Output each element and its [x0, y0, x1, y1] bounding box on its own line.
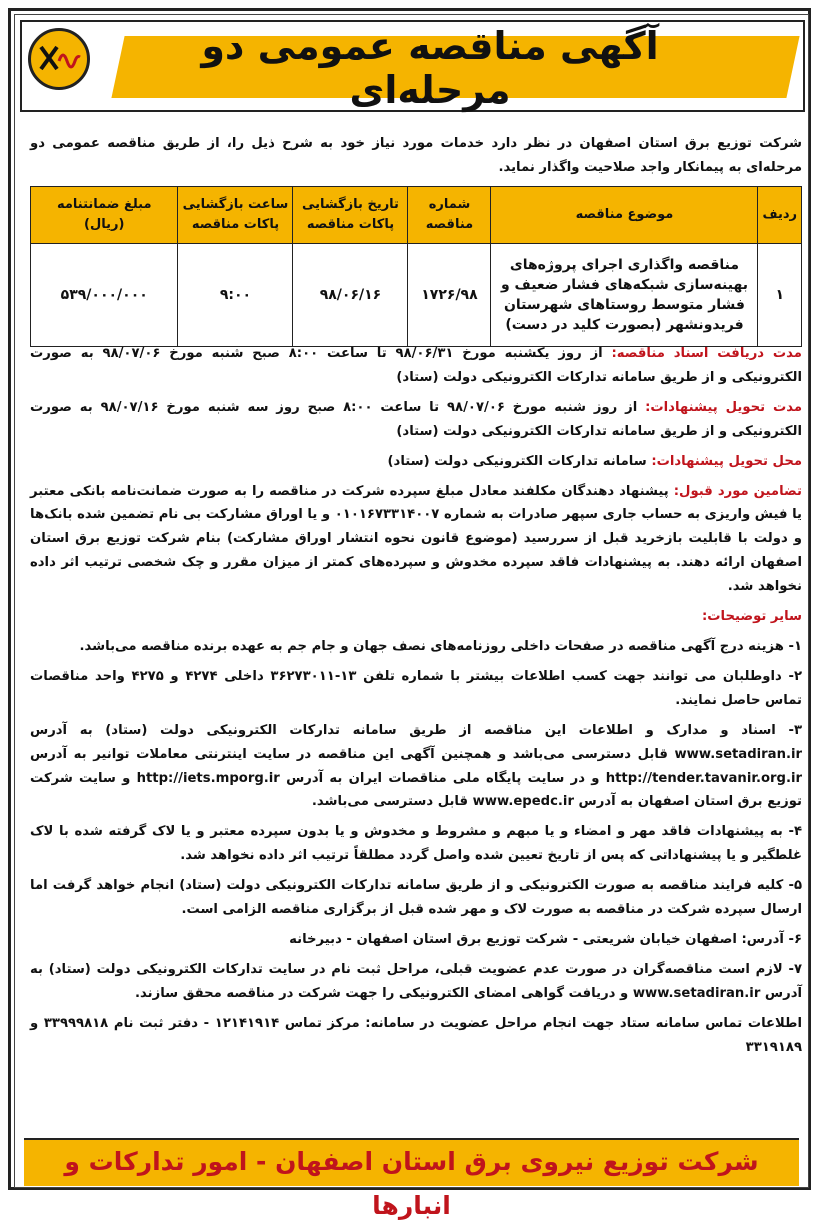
- intro-paragraph: شرکت توزیع برق استان اصفهان در نظر دارد خدمات مورد نیاز خود به شرح ذیل را، از طریق مناقصه عمومی دو مرحله‌ای به پیمانکار واجد صلاحیت واگذار نماید.: [30, 136, 802, 175]
- note-item: ۲- داوطلبان می توانند جهت کسب اطلاعات بیشتر با شماره تلفن ۱۳-۳۶۲۷۳۰۱۱ داخلی ۴۲۷۴ و ۴۲۷۵ واحد مناقصات تماس حاصل نمایند.: [30, 668, 802, 708]
- cell-subject: مناقصه واگذاری اجرای پروژه‌های بهینه‌سازی شبکه‌های فشار ضعیف و فشار متوسط روستاهای شهرستان فریدونشهر (بصورت کلید در دست): [491, 244, 758, 347]
- note-item: ۵- کلیه فرایند مناقصه به صورت الکترونیکی و از طریق سامانه تدارکات الکترونیکی دولت (ستاد) انجام خواهد گرفت اما ارسال سپرده شرکت در مناقصه به صورت لاک و مهر شده قبل از برگزاری مناقصه الزامی است.: [30, 878, 802, 918]
- cell-guarantee: ۵۳۹/۰۰۰/۰۰۰: [31, 244, 178, 347]
- body-text: [30, 342, 802, 1065]
- col-header-number: شماره مناقصه: [408, 187, 491, 244]
- docs-text: از روز یکشنبه مورخ ۹۸/۰۶/۳۱ تا ساعت ۸:۰۰ صبح شنبه مورخ ۹۸/۰۷/۰۶ به صورت الکترونیکی و از طریق سامانه تدارکات الکترونیکی دولت (ستاد): [30, 346, 802, 385]
- other-label: سایر توضیحات:: [702, 609, 802, 625]
- col-header-guarantee: مبلغ ضمانتنامه (ریال): [31, 187, 178, 244]
- note-item: ۶- آدرس: اصفهان خیابان شریعتی - شرکت توزیع برق استان اصفهان - دبیرخانه: [289, 931, 802, 947]
- table-header-row: [31, 187, 802, 244]
- guarantee-paragraph: [30, 480, 802, 600]
- cell-number: ۱۷۲۶/۹۸: [408, 244, 491, 347]
- cell-open-time: ۹:۰۰: [178, 244, 293, 347]
- delivery-paragraph: [30, 396, 802, 444]
- col-header-open-time: ساعت بازگشایی پاکات مناقصه: [178, 187, 293, 244]
- col-header-subject: موضوع مناقصه: [491, 187, 758, 244]
- note-item: ۷- لازم است مناقصه‌گران در صورت عدم عضویت قبلی، مراحل ثبت نام در سایت تدارکات الکترونیکی دولت (ستاد) به آدرس www.setadiran.ir و دریافت گواهی امضای الکترونیکی را جهت شرکت در مناقصه محقق سازند.: [30, 961, 802, 1001]
- guarantee-text: پیشنهاد دهندگان مکلفند معادل مبلغ سپرده شرکت در مناقصه را به صورت ضمانت‌نامه بانکی معتبر یا فیش واریزی به حساب جاری سپهر صادرات به شماره ۰۱۰۱۶۷۳۳۱۴۰۰۷ و یا اوراق مشارکت بی نام تضمین شده بانک‌ها و دولت با قابلیت بازخرید قبل از سررسید (موضوع قانون نحوه انتشار اوراق مشارکت) بنام شرکت توزیع برق استان اصفهان ارائه دهند. به پیشنهادات فاقد سپرده مخدوش و سپرده‌های کمتر از میزان مقرر و چک شخصی ترتیب اثر داده نخواهد شد.: [30, 483, 802, 595]
- note-item: ۱- هزینه درج آگهی مناقصه در صفحات داخلی روزنامه‌های نصف جهان و جام جم به عهده برنده مناقصه می‌باشد.: [79, 638, 802, 654]
- delivery-label: مدت تحویل پیشنهادات:: [645, 399, 802, 415]
- docs-label: مدت دریافت اسناد مناقصه:: [611, 346, 802, 361]
- place-label: محل تحویل پیشنهادات:: [651, 453, 802, 469]
- page-title: آگهی مناقصه عمومی دو مرحله‌ای: [201, 24, 659, 112]
- note-item: ۴- به پیشنهادات فاقد مهر و امضاء و یا مبهم و مشروط و مخدوش و یا بدون سپرده معتبر و یا لاک گرفته شده با لاک غلطگیر و یا پیشنهاداتی که پس از تاریخ تعیین شده واصل گردد مطلقاً ترتیب اثر داده نخواهد شد.: [30, 824, 802, 864]
- place-text: سامانه تدارکات الکترونیکی دولت (ستاد): [387, 453, 652, 469]
- note-item: ۳- اسناد و مدارک و اطلاعات این مناقصه از طریق سامانه تدارکات الکترونیکی دولت (ستاد) به آدرس www.setadiran.ir قابل دسترسی می‌باشد و همچنین آگهی این مناقصه در سایت اینترنتی معاملات توانیر به آدرس http://tender.tavanir.org.ir و در سایت پایگاه ملی مناقصات ایران به آدرس http://iets.mporg.ir و سایت شرکت توزیع برق استان اصفهان به آدرس www.epedc.ir قابل دسترسی می‌باشد.: [30, 722, 803, 810]
- guarantee-label: تضامین مورد قبول:: [673, 483, 802, 499]
- other-heading: [30, 605, 802, 629]
- col-header-open-date: تاریخ بازگشایی پاکات مناقصه: [293, 187, 408, 244]
- col-header-row: ردیف: [758, 187, 802, 244]
- delivery-text: از روز شنبه مورخ ۹۸/۰۷/۰۶ تا ساعت ۸:۰۰ صبح روز سه شنبه مورخ ۹۸/۰۷/۱۶ به صورت الکترونیکی و از طریق سامانه تدارکات الکترونیکی دولت (ستاد): [30, 399, 802, 439]
- cell-row: ۱: [758, 244, 802, 347]
- footer-text: شرکت توزیع نیروی برق استان اصفهان - امور تدارکات و انبارها: [64, 1147, 759, 1220]
- tender-table: [30, 186, 802, 347]
- tavanir-logo-icon: [28, 28, 90, 90]
- docs-paragraph: [30, 342, 802, 390]
- cell-open-date: ۹۸/۰۶/۱۶: [293, 244, 408, 347]
- table-row: [31, 244, 802, 347]
- contact-line: اطلاعات تماس سامانه ستاد جهت انجام مراحل عضویت در سامانه: مرکز تماس ۱۲۱۴۱۹۱۴ - دفتر ثبت نام ۳۳۹۹۹۸۱۸ و ۳۳۱۹۱۸۹: [30, 1015, 802, 1055]
- place-paragraph: [30, 450, 802, 474]
